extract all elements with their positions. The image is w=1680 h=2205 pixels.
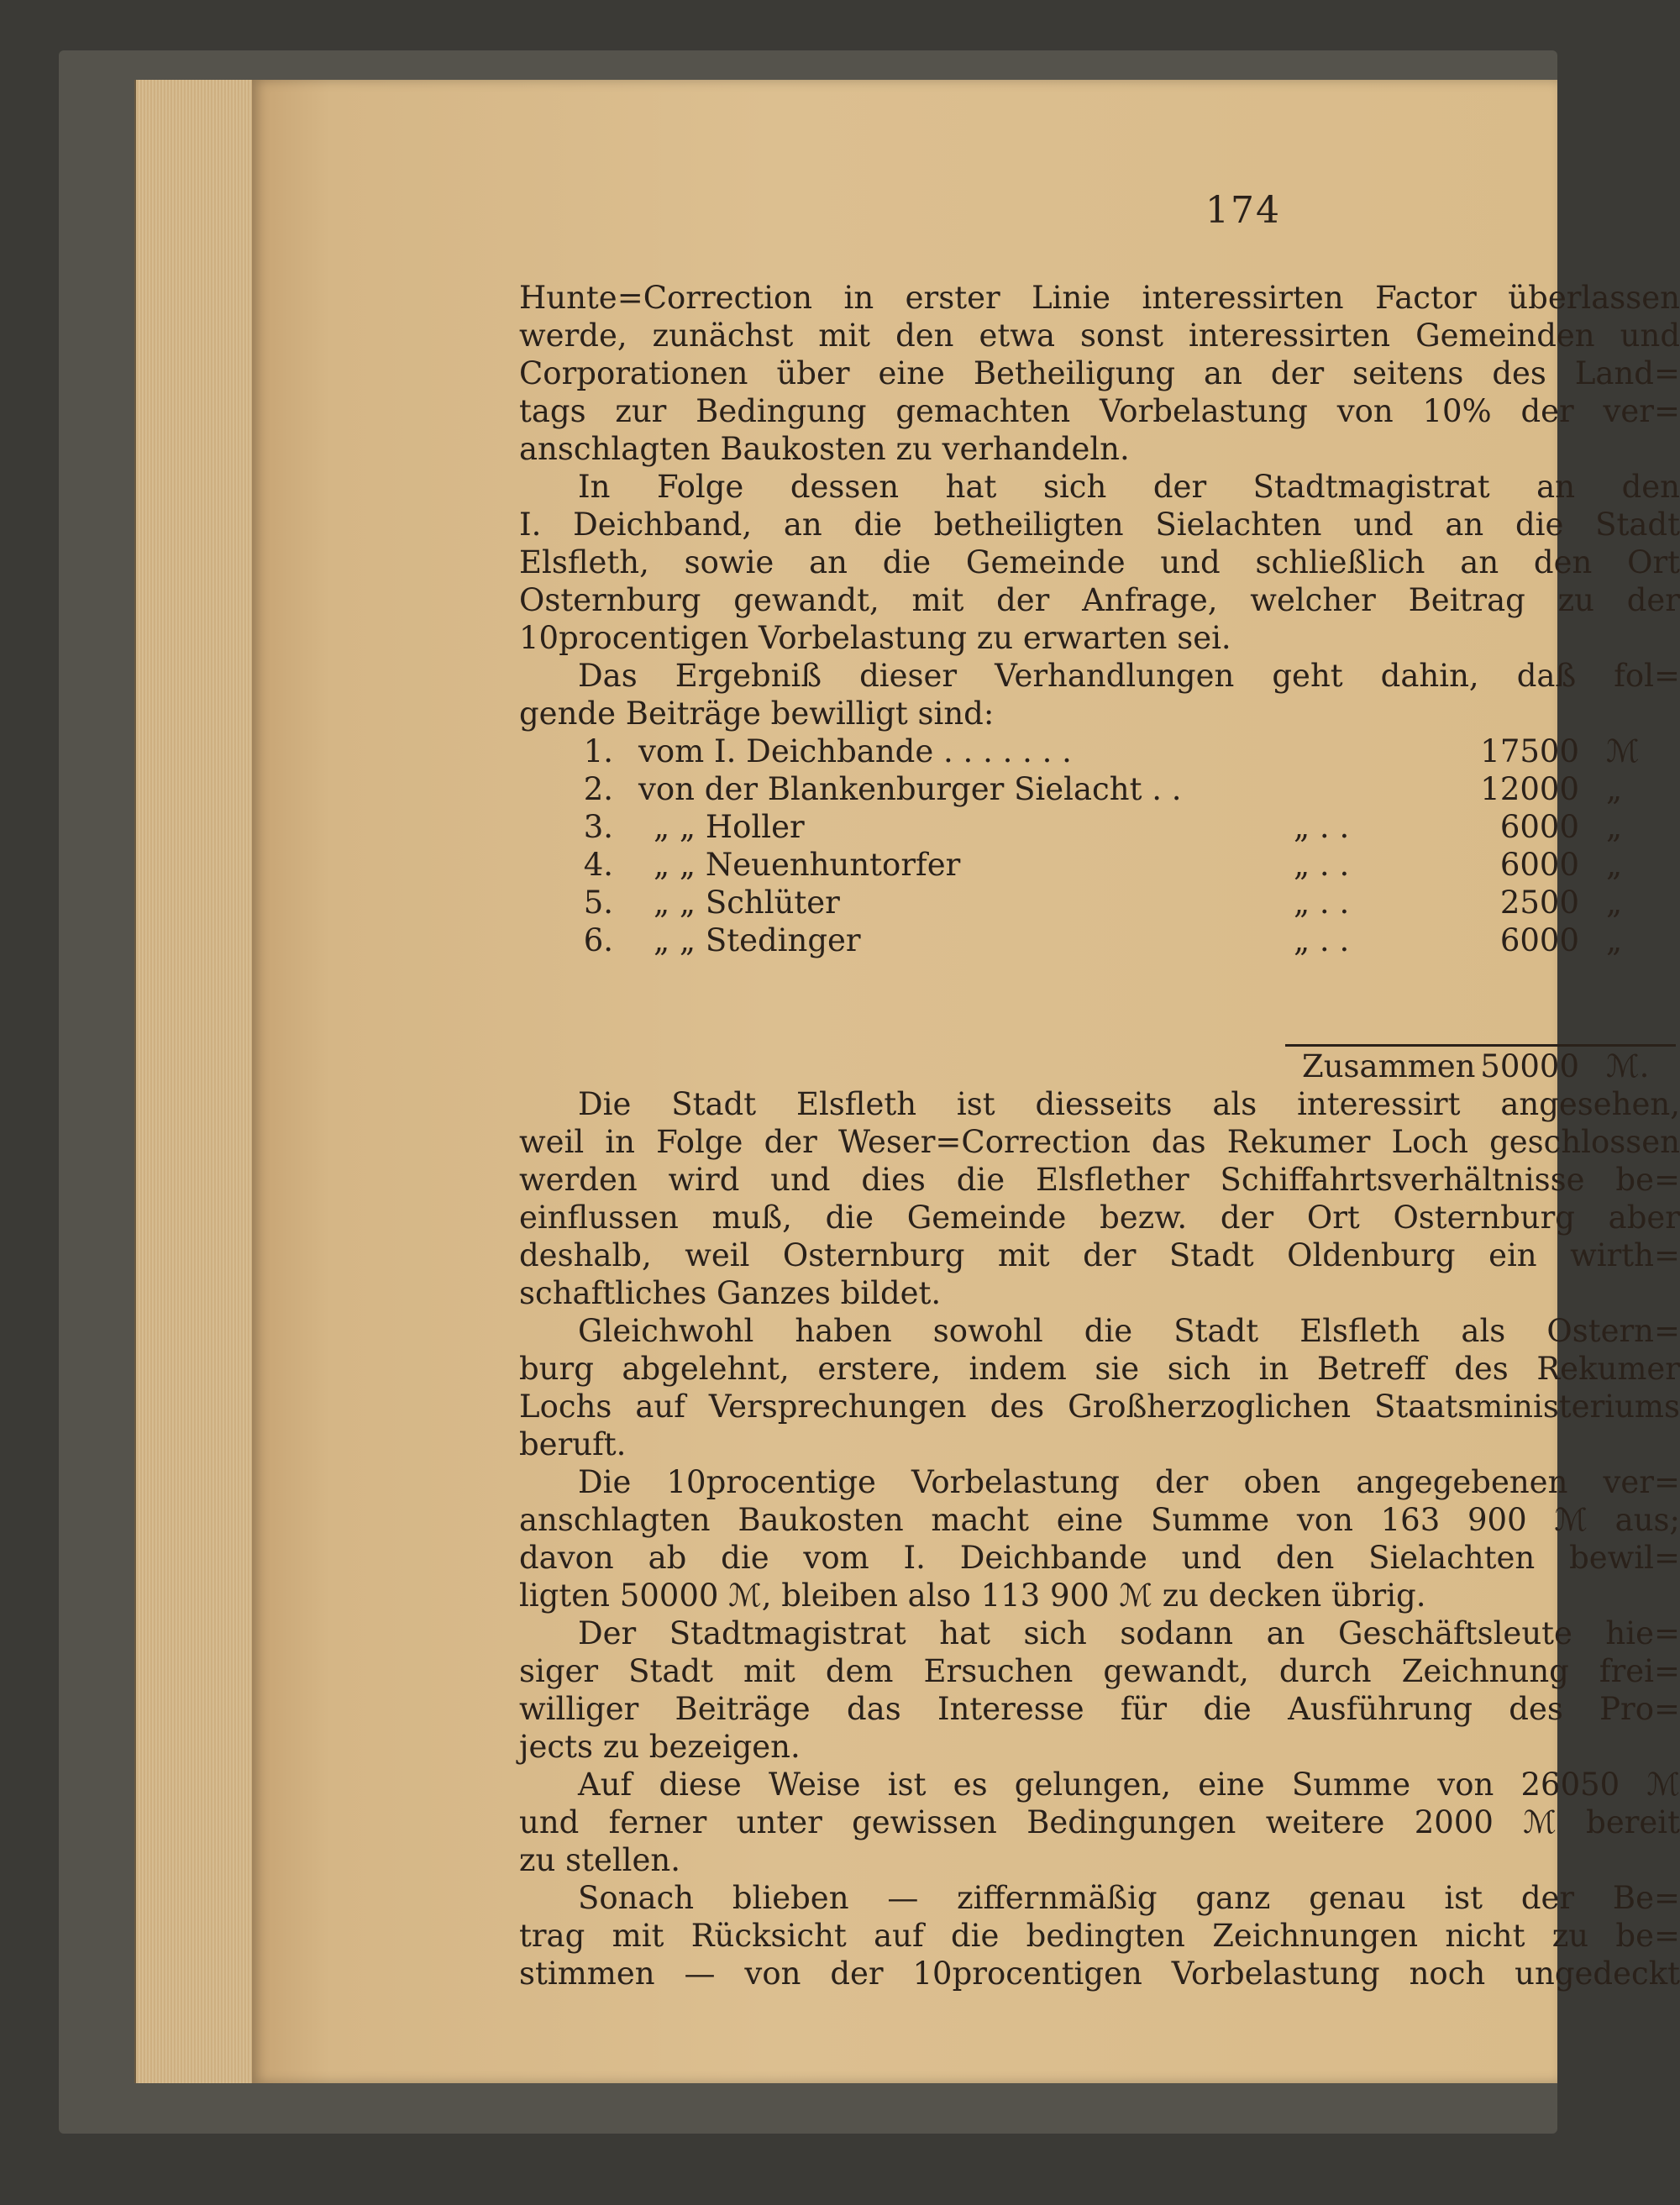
text-line: anschlagten Baukosten macht eine Summe von 163 900 ℳ aus; [519,1502,1680,1538]
text-line: werde, zunächst mit den etwa sonst interessirten Gemeinden und [519,318,1680,354]
book-page [252,80,1680,2083]
row-amount: 12000 [1480,771,1579,807]
text-line: trag mit Rücksicht auf die bedingten Zeichnungen nicht zu be= [519,1918,1680,1954]
text-line: Das Ergebniß dieser Verhandlungen geht dahin, daß fol= [578,658,1680,694]
text-line: siger Stadt mit dem Ersuchen gewandt, durch Zeichnung frei= [519,1653,1680,1689]
text-line: weil in Folge der Weser=Correction das Rekumer Loch geschlossen [519,1124,1680,1160]
text-line: Sonach blieben — ziffernmäßig ganz genau ist der Be= [578,1880,1680,1916]
total-label: Zusammen [1302,1048,1476,1084]
page-number: 174 [1205,189,1281,232]
text-line: und ferner unter gewissen Bedingungen weitere 2000 ℳ bereit [519,1804,1680,1840]
text-line: williger Beiträge das Interesse für die Ausführung des Pro= [519,1691,1680,1727]
row-number: 3. [583,809,613,845]
row-unit: „ [1606,885,1623,921]
text-line: Die 10procentige Vorbelastung der oben angegebenen ver= [578,1464,1680,1500]
row-unit: ℳ [1606,733,1640,769]
row-ditto: „ . . [1294,922,1350,958]
text-line: ligten 50000 ℳ, bleiben also 113 900 ℳ zu decken übrig. [519,1578,1426,1614]
text-line: Lochs auf Versprechungen des Großherzoglichen Staatsministeriums [519,1389,1680,1425]
row-label: „ „ Stedinger [654,922,861,958]
row-ditto: „ . . [1294,885,1350,921]
text-line: Elsfleth, sowie an die Gemeinde und schließlich an den Ort [519,544,1680,580]
text-line: anschlagten Baukosten zu verhandeln. [519,431,1130,467]
row-unit: „ [1606,771,1623,807]
text-line: tags zur Bedingung gemachten Vorbelastung von 10% der ver= [519,393,1680,429]
text-line: Die Stadt Elsfleth ist diesseits als interessirt angesehen, [578,1086,1680,1122]
row-number: 6. [583,922,613,958]
row-number: 2. [583,771,613,807]
text-line: jects zu bezeigen. [519,1729,801,1765]
row-label: von der Blankenburger Sielacht . . [638,771,1182,807]
text-line: stimmen — von der 10procentigen Vorbelastung noch ungedeckt [519,1956,1680,1992]
row-label: „ „ Holler [654,809,805,845]
row-ditto: „ . . [1294,809,1350,845]
row-amount: 6000 [1499,847,1579,883]
text-line: burg abgelehnt, erstere, indem sie sich in Betreff des Rekumer [519,1351,1680,1387]
row-label: „ „ Neuenhuntorfer [654,847,961,883]
text-line: Auf diese Weise ist es gelungen, eine Summe von 26050 ℳ [578,1767,1680,1803]
row-amount: 17500 [1480,733,1579,769]
row-unit: „ [1606,922,1623,958]
text-line: beruft. [519,1426,627,1462]
text-line: deshalb, weil Osternburg mit der Stadt Oldenburg ein wirth= [519,1237,1680,1273]
text-line: Osternburg gewandt, mit der Anfrage, welcher Beitrag zu der [519,582,1680,618]
row-amount: 6000 [1499,922,1579,958]
total-amount: 50000 [1480,1048,1579,1084]
row-ditto: „ . . [1294,847,1350,883]
text-line: einflussen muß, die Gemeinde bezw. der Ort Osternburg aber [519,1200,1680,1236]
text-line: In Folge dessen hat sich der Stadtmagistrat an den [578,469,1680,505]
text-line: Der Stadtmagistrat hat sich sodann an Geschäftsleute hie= [578,1615,1680,1651]
text-line: 10procentigen Vorbelastung zu erwarten sei. [519,620,1231,656]
row-unit: „ [1606,809,1623,845]
text-line: I. Deichband, an die betheiligten Sielachten und an die Stadt [519,507,1680,543]
row-unit: „ [1606,847,1623,883]
text-line: schaftliches Ganzes bildet. [519,1275,942,1311]
row-label: vom I. Deichbande . . . . . . . [638,733,1072,769]
row-label: „ „ Schlüter [654,885,840,921]
text-line: Hunte=Correction in erster Linie interessirten Factor überlassen [519,280,1680,316]
text-line: davon ab die vom I. Deichbande und den Sielachten bewil= [519,1540,1680,1576]
row-amount: 2500 [1499,885,1579,921]
row-number: 5. [583,885,613,921]
text-line: werden wird und dies die Elsflether Schiffahrtsverhältnisse be= [519,1162,1680,1198]
text-line: Gleichwohl haben sowohl die Stadt Elsfleth als Ostern= [578,1313,1680,1349]
text-line: gende Beiträge bewilligt sind: [519,696,995,732]
total-unit: ℳ. [1606,1048,1650,1084]
row-number: 1. [583,733,613,769]
sum-rule [1285,1044,1676,1047]
row-amount: 6000 [1499,809,1579,845]
text-line: Corporationen über eine Betheiligung an der seitens des Land= [519,355,1680,391]
row-number: 4. [583,847,613,883]
text-line: zu stellen. [519,1842,680,1878]
